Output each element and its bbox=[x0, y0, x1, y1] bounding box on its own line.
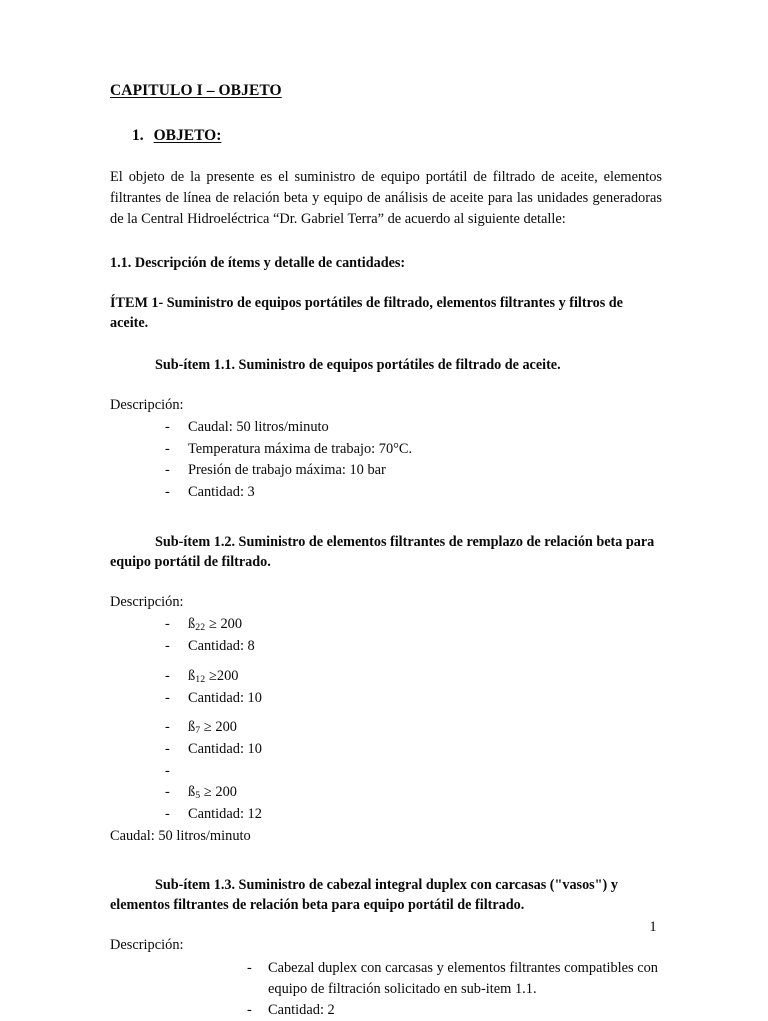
dash-bullet-icon: - bbox=[165, 719, 170, 736]
dash-bullet-icon: - bbox=[165, 762, 170, 779]
item-1-heading: ÍTEM 1- Suministro de equipos portátiles de filtrado, elementos filtrantes y filtros de aceite. bbox=[110, 295, 623, 331]
beta-condition: ≥ 200 bbox=[200, 784, 237, 801]
list-item bbox=[110, 439, 662, 461]
chapter-title bbox=[110, 82, 662, 101]
document-body bbox=[110, 82, 662, 1021]
dash-bullet-icon: - bbox=[247, 1001, 252, 1018]
list-item-beta bbox=[110, 666, 662, 688]
subitem-1-1-heading: Sub-ítem 1.1. Suministro de equipos portátiles de filtrado de aceite. bbox=[155, 356, 561, 373]
page-number: 1 bbox=[649, 919, 657, 935]
beta-symbol: ß bbox=[188, 719, 196, 736]
beta-symbol: ß bbox=[188, 616, 196, 633]
list-item-text: Cantidad: 3 bbox=[188, 484, 255, 501]
subitem-1-1-bullet-list bbox=[110, 417, 662, 503]
list-item bbox=[110, 636, 662, 658]
subitem-1-2-bullet-list bbox=[110, 614, 662, 825]
list-item-beta bbox=[110, 717, 662, 739]
section-title: OBJETO: bbox=[153, 126, 222, 144]
beta-subscript: 5 bbox=[195, 790, 201, 802]
beta-symbol: ß bbox=[188, 784, 196, 801]
lead-paragraph: El objeto de la presente es el suministro de equipo portátil de filtrado de aceite, elementos filtrantes de línea de relación beta y equipo de análisis de aceite para las unidades generadoras de la Central Hidroeléctrica “Dr. Gabriel Terra” de acuerdo al siguiente detalle: bbox=[110, 169, 662, 227]
list-item-text: Cantidad: 12 bbox=[188, 805, 262, 822]
list-item bbox=[110, 1000, 662, 1021]
subitem-1-3-description-label: Descripción: bbox=[110, 937, 184, 954]
dash-bullet-icon: - bbox=[165, 638, 170, 655]
list-item-text: Cantidad: 2 bbox=[268, 1001, 335, 1018]
dash-bullet-icon: - bbox=[165, 419, 170, 436]
dash-bullet-icon: - bbox=[165, 484, 170, 501]
list-item bbox=[110, 688, 662, 710]
chapter-title-text: CAPITULO I – OBJETO bbox=[110, 82, 282, 99]
beta-subscript: 7 bbox=[195, 725, 201, 737]
beta-condition: ≥ 200 bbox=[200, 719, 237, 736]
section-number: 1. bbox=[132, 126, 144, 144]
list-item bbox=[110, 460, 662, 482]
spacer-row bbox=[110, 658, 662, 666]
list-item bbox=[110, 739, 662, 761]
list-item-text: Cabezal duplex con carcasas y elementos filtrantes compatibles con equipo de filtración solicitado en sub-item 1.1. bbox=[268, 959, 658, 997]
list-item-text: Cantidad: 8 bbox=[188, 638, 255, 655]
spacer bbox=[110, 847, 662, 875]
list-item-text: Cantidad: 10 bbox=[188, 740, 262, 757]
beta-subscript: 12 bbox=[195, 673, 206, 685]
list-item-text: Presión de trabajo máxima: 10 bar bbox=[188, 462, 386, 479]
dash-bullet-icon: - bbox=[165, 805, 170, 822]
list-item bbox=[110, 958, 662, 1000]
dash-bullet-icon: - bbox=[165, 784, 170, 801]
list-item bbox=[110, 482, 662, 504]
dash-bullet-icon: - bbox=[165, 462, 170, 479]
dash-bullet-icon: - bbox=[247, 959, 252, 976]
dash-bullet-icon: - bbox=[165, 616, 170, 633]
list-item-beta bbox=[110, 614, 662, 636]
list-item-beta bbox=[110, 782, 662, 804]
subitem-1-3-heading: Sub-ítem 1.3. Suministro de cabezal integral duplex con carcasas ("vasos") y elementos filtrantes de relación beta para equipo portátil de filtrado. bbox=[110, 877, 618, 914]
section-heading-objeto bbox=[110, 127, 662, 146]
beta-subscript: 22 bbox=[195, 622, 206, 634]
dash-bullet-icon: - bbox=[165, 689, 170, 706]
dash-bullet-icon: - bbox=[165, 440, 170, 457]
beta-condition: ≥ 200 bbox=[205, 616, 243, 633]
subsection-1-1-heading: 1.1. Descripción de ítems y detalle de cantidades: bbox=[110, 254, 406, 271]
subitem-1-2-description-label: Descripción: bbox=[110, 593, 184, 610]
list-item bbox=[110, 417, 662, 439]
list-item-empty bbox=[110, 761, 662, 783]
subitem-1-2-trailing-line: Caudal: 50 litros/minuto bbox=[110, 827, 251, 844]
subitem-1-2-heading: Sub-ítem 1.2. Suministro de elementos filtrantes de remplazo de relación beta para equipo portátil de filtrado. bbox=[110, 533, 655, 570]
list-item-text: Cantidad: 10 bbox=[188, 689, 262, 706]
dash-bullet-icon: - bbox=[165, 667, 170, 684]
spacer bbox=[110, 504, 662, 532]
dash-bullet-icon: - bbox=[165, 740, 170, 757]
beta-symbol: ß bbox=[188, 667, 196, 684]
list-item bbox=[110, 804, 662, 826]
subitem-1-1-description-label: Descripción: bbox=[110, 396, 184, 413]
subitem-1-3-bullet-list bbox=[110, 958, 662, 1021]
list-item-text: Temperatura máxima de trabajo: 70°C. bbox=[188, 440, 413, 457]
list-item-text: Caudal: 50 litros/minuto bbox=[188, 419, 329, 436]
beta-condition: ≥200 bbox=[205, 667, 239, 684]
spacer-row bbox=[110, 709, 662, 717]
